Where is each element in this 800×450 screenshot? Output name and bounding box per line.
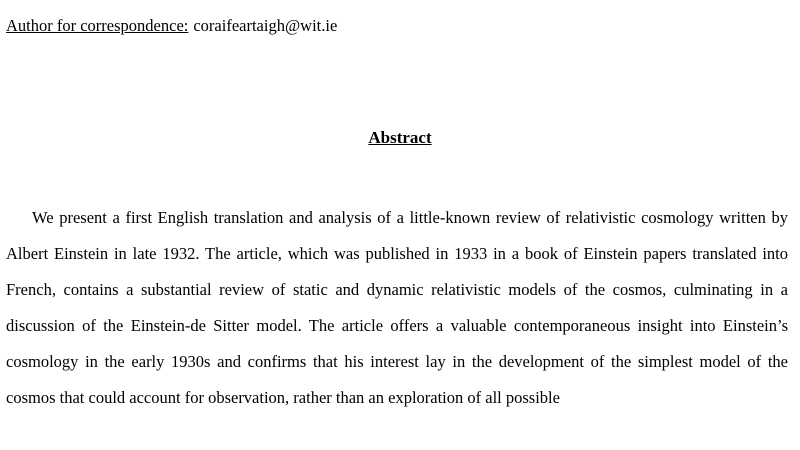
correspondence-email: coraifeartaigh@wit.ie: [193, 16, 338, 35]
correspondence-line: [6, 16, 337, 36]
abstract-heading: Abstract: [368, 128, 432, 147]
abstract-text: We present a first English translation and analysis of a little-known review of relativistic cosmology written by Albert Einstein in late 1932. The article, which was published in 1933 in a book of Einstein papers translated into French, contains a substantial review of static and dynamic relativistic models of the cosmos, culminating in a discussion of the Einstein-de Sitter model. The article offers a valuable contemporaneous insight into Einstein’s cosmology in the early 1930s and confirms that his interest lay in the development of the simplest model of the cosmos that could account for observation, rather than an exploration of all possible: [6, 208, 788, 407]
abstract-paragraph: [6, 200, 788, 416]
correspondence-label: Author for correspondence:: [6, 16, 189, 35]
